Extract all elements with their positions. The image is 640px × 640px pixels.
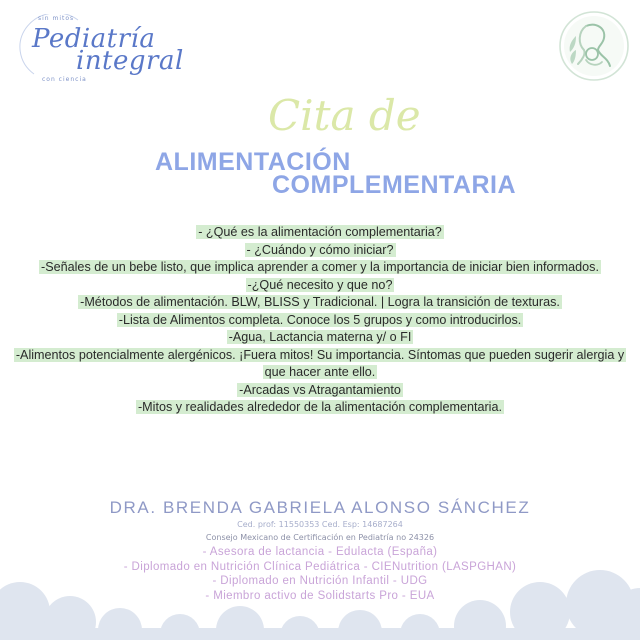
credential-item: - Diplomado en Nutrición Clínica Pediátrica - CIENutrition (LASPGHAN) [123,560,517,573]
topic-item: -Arcadas vs Atragantamiento [239,382,401,397]
doctor-cedulas: Ced. prof: 11550353 Ced. Esp: 14687264 [237,520,403,529]
topic-item: - ¿Qué es la alimentación complementaria? [198,225,442,239]
logo-word-integral: integral [76,46,184,76]
credential-item: - Miembro activo de Solidstarts Pro - EUA [205,589,435,602]
logo-word-pediatria: Pediatría [32,24,156,54]
doctor-name: DRA. BRENDA GABRIELA ALONSO SÁNCHEZ [109,498,531,517]
logo-tagline-top: sin mitos [38,15,75,22]
doctor-block [0,498,640,544]
mother-baby-icon [556,8,632,84]
title-line-2: COMPLEMENTARIA [272,171,517,199]
brand-logo [18,14,193,83]
topic-item: -Agua, Lactancia materna y/ o FI [228,330,412,344]
title-line-1: ALIMENTACIÓN [155,148,351,176]
doctor-council: Consejo Mexicano de Certificación en Pediatría no 24326 [205,533,435,542]
credentials-list [0,545,640,603]
credential-item: - Asesora de lactancia - Edulacta (España) [202,546,438,558]
topic-item: -Señales de un bebe listo, que implica aprender a comer y la importancia de iniciar bien informados. [41,260,599,274]
topic-item: -¿Qué necesito y que no? [247,277,393,292]
logo-tagline-bottom: con ciencia [42,76,87,83]
topics-list [0,224,640,417]
topic-item: -Lista de Alimentos completa. Conoce los 5 grupos y como introducirlos. [118,312,522,327]
credential-item: - Diplomado en Nutrición Infantil - UDG [212,575,428,587]
cita-de-script: Cita de [268,91,421,140]
topic-item: -Alimentos potencialmente alergénicos. ¡Fuera mitos! Su importancia. Síntomas que pueden sugerir alergia y que hacer ante ello. [15,347,625,379]
topic-item: - ¿Cuándo y cómo iniciar? [246,242,394,257]
topic-item: -Métodos de alimentación. BLW, BLISS y Tradicional. | Logra la transición de texturas. [80,295,560,309]
topic-item: -Mitos y realidades alrededor de la alimentación complementaria. [137,400,502,414]
